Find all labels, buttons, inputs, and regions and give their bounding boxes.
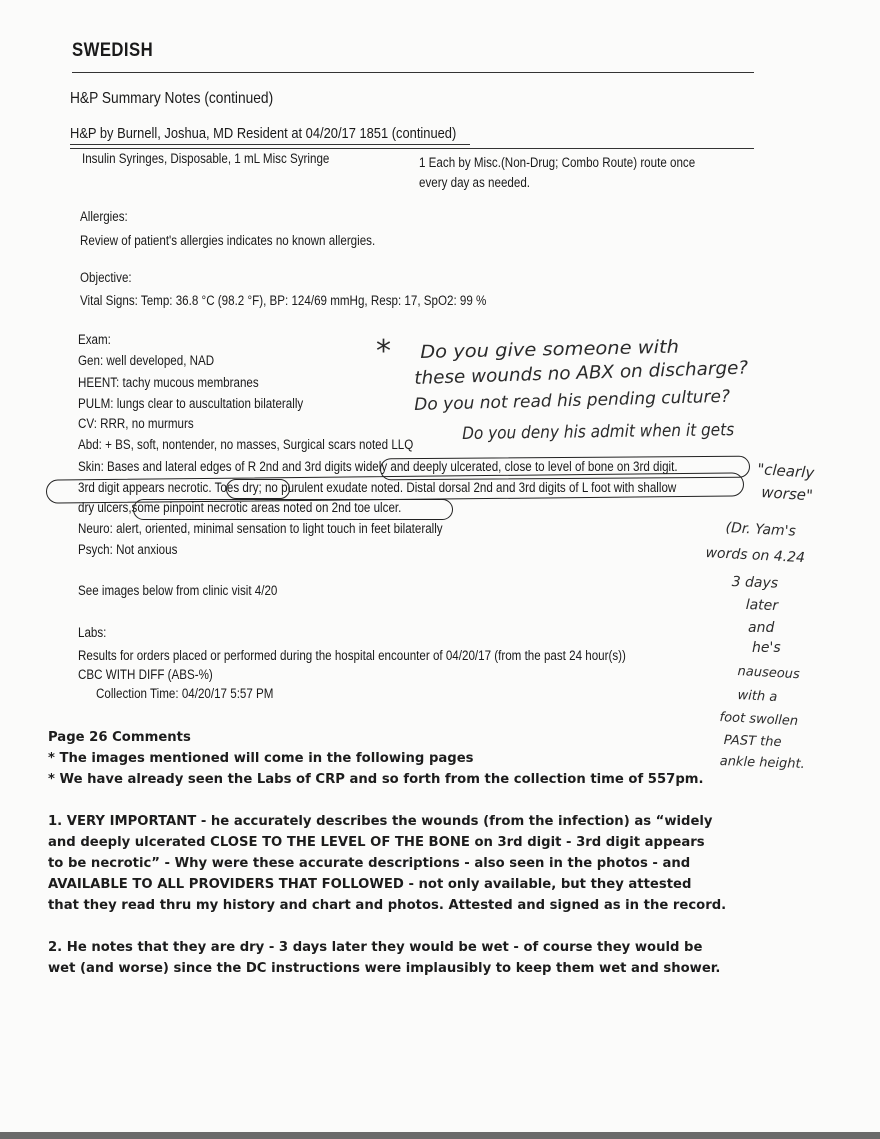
hand-side-note-4: later [745,597,779,615]
comments-bullet-1: * The images mentioned will come in the following pages [48,751,474,766]
table-rule [70,148,754,149]
scan-edge [0,1132,880,1139]
medication-instructions: 1 Each by Misc.(Non-Drug; Combo Route) route once [419,155,696,170]
exam-pulm: PULM: lungs clear to auscultation bilaterally [78,396,304,411]
section-title: H&P Summary Notes (continued) [70,90,274,107]
hand-side-note-5: and [748,620,775,636]
comment-1-line-2: and deeply ulcerated CLOSE TO THE LEVEL OF THE BONE on 3rd digit - 3rd digit appears [48,835,705,850]
vital-signs: Vital Signs: Temp: 36.8 °C (98.2 °F), BP: 124/69 mmHg, Resp: 17, SpO2: 99 % [80,293,487,308]
hand-side-note-3: 3 days [731,574,779,592]
hand-asterisk: * [376,334,391,369]
hand-side-note-10: PAST the [723,733,782,751]
medication-name: Insulin Syringes, Disposable, 1 mL Misc Syringe [82,151,330,166]
skin-text-exudate: no purulent exudate noted. Distal dorsal 2nd and 3rd digits of L foot with shallow [264,480,677,495]
hand-line-2: these wounds no ABX on discharge? [414,357,749,389]
exam-abd: Abd: + BS, soft, nontender, no masses, Surgical scars noted LLQ [78,437,414,452]
exam-neuro: Neuro: alert, oriented, minimal sensation to light touch in feet bilaterally [78,521,443,536]
exam-cv: CV: RRR, no murmurs [78,416,194,431]
objective-heading: Objective: [80,270,132,285]
skin-text-dry-ulcers: dry ulcers, [78,500,132,515]
skin-text: Skin: Bases and lateral edges of R 2nd and 3rd digits [78,459,355,474]
hand-quote-2: worse" [760,483,814,505]
comments-heading: Page 26 Comments [48,730,191,745]
skin-circled-necrotic: 3rd digit appears necrotic. [78,480,212,495]
allergies-heading: Allergies: [80,209,128,224]
hand-line-1: Do you give someone with [420,336,680,363]
org-name: SWEDISH [72,40,154,61]
header-rule [72,72,754,73]
exam-psych: Psych: Not anxious [78,542,178,557]
exam-heading: Exam: [78,332,111,347]
comments-bullet-2: * We have already seen the Labs of CRP and so forth from the collection time of 557pm. [48,772,704,787]
exam-heent: HEENT: tachy mucous membranes [78,375,259,390]
comment-1-line-3: to be necrotic” - Why were these accurate descriptions - also seen in the photos - and [48,856,691,871]
comment-2-line-1: 2. He notes that they are dry - 3 days later they would be wet - of course they would be [48,940,703,955]
note-title-rule [70,144,470,145]
hand-side-note-8: with a [737,688,778,706]
skin-circled-pinpoint: some pinpoint necrotic areas noted on 2nd toe ulcer. [131,500,402,515]
labs-heading: Labs: [78,625,107,640]
allergies-text: Review of patient's allergies indicates no known allergies. [80,233,376,248]
comment-1-line-5: that they read thru my history and chart and photos. Attested and signed as in the record. [48,898,727,913]
hand-side-note-2: words on 4.24 [705,545,806,567]
labs-collection: Collection Time: 04/20/17 5:57 PM [96,686,274,701]
hand-line-3: Do you not read his pending culture? [414,386,731,415]
hand-side-note-9: foot swollen [719,710,799,730]
ink-circle-pinpoint [133,499,453,520]
comment-2-line-2: wet (and worse) since the DC instructions were implausibly to keep them wet and shower. [48,961,721,976]
comment-1-line-1: 1. VERY IMPORTANT - he accurately describes the wounds (from the infection) as “widely [48,814,713,829]
hand-quote-1: "clearly [756,460,815,482]
hand-side-note-7: nauseous [737,664,801,683]
ink-circle-toes-dry [226,479,290,499]
exam-gen: Gen: well developed, NAD [78,353,215,368]
hand-side-note-1: (Dr. Yam's [725,520,797,540]
hand-side-note-6: he's [752,640,781,656]
labs-panel: CBC WITH DIFF (ABS-%) [78,667,213,682]
skin-circled-ulceration: widely and deeply ulcerated, close to level of bone on 3rd digit. [354,459,678,474]
images-note: See images below from clinic visit 4/20 [78,583,278,598]
skin-circled-toes-dry: Toes dry; [214,480,262,495]
hand-line-4: Do you deny his admit when it gets [462,420,735,444]
note-title: H&P by Burnell, Joshua, MD Resident at 04/20/17 1851 (continued) [70,125,457,142]
medication-instructions-cont: every day as needed. [419,175,531,190]
hand-side-note-11: ankle height. [719,754,805,772]
comment-1-line-4: AVAILABLE TO ALL PROVIDERS THAT FOLLOWED - not only available, but they attested [48,877,692,892]
labs-results: Results for orders placed or performed during the hospital encounter of 04/20/17 (from the past 24 hour(s)) [78,648,626,663]
